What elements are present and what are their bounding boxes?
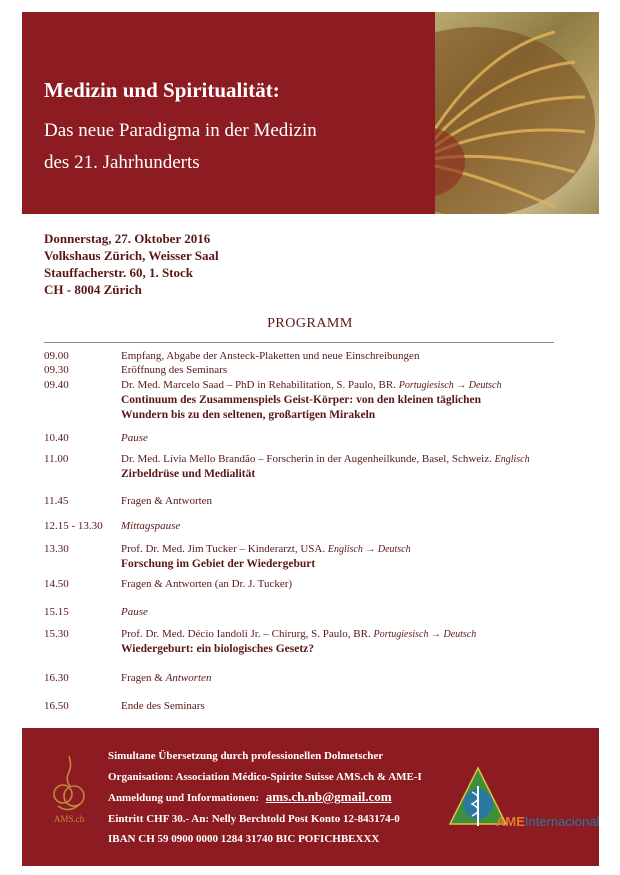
program-time: 12.15 - 13.30: [44, 520, 103, 532]
program-time: 14.50: [44, 578, 69, 590]
footer-banner: [22, 728, 599, 866]
footer-registration: [108, 787, 422, 809]
talk-topic: Zirbeldrüse und Medialität: [121, 468, 256, 480]
ame-logo-text-b: Internacional: [524, 814, 600, 829]
header-text: [44, 78, 317, 179]
program-time: 15.15: [44, 606, 69, 618]
footer-fee: Eintritt CHF 30.- An: Nelly Berchtold Post Konto 12-843174-0: [108, 812, 400, 825]
speaker-language: Portugiesisch → Deutsch: [373, 629, 477, 640]
event-street: Stauffacherstr. 60, 1. Stock: [44, 265, 194, 280]
footer-registration-label: Anmeldung und Informationen:: [108, 792, 259, 804]
program-text: Fragen & Antworten (an Dr. J. Tucker): [121, 578, 293, 590]
program-text: Eröffnung des Seminars: [121, 364, 228, 376]
program-text: Empfang, Abgabe der Ansteck-Plaketten und neue Einschreibungen: [121, 350, 420, 362]
program-time: 10.40: [44, 432, 69, 444]
talk-topic: Wiedergeburt: ein biologisches Gesetz?: [121, 643, 315, 655]
speaker-language: Englisch → Deutsch: [327, 544, 411, 555]
program-speaker: [121, 543, 411, 555]
program-time: 09.40: [44, 379, 69, 391]
header-banner: [22, 12, 599, 214]
program-time: 09.30: [44, 364, 69, 376]
program-speaker: [121, 628, 476, 640]
program-speaker: [121, 379, 502, 391]
footer-organisation: Organisation: Association Médico-Spirite Suisse AMS.ch & AME-I: [108, 770, 422, 783]
ams-logo-text: AMS.ch: [54, 814, 85, 824]
footer-translation: Simultane Übersetzung durch professionellen Dolmetscher: [108, 750, 384, 762]
program-heading: PROGRAMM: [267, 316, 353, 331]
program-speaker: [121, 453, 530, 465]
ame-logo-text-a: AME: [496, 814, 525, 829]
program-time: 15.30: [44, 628, 69, 640]
speaker-language: Englisch: [494, 454, 530, 465]
talk-topic: Forschung im Gebiet der Wiedergeburt: [121, 558, 316, 570]
speaker-name: Dr. Med. Lívia Mello Brandão – Forscherin in der Augenheilkunde, Basel, Schweiz.: [121, 453, 492, 465]
program-text: Fragen & Antworten: [121, 495, 213, 507]
page-subtitle-line-2: des 21. Jahrhunderts: [44, 152, 200, 173]
program-text: Pause: [121, 432, 148, 444]
program-time: 09.00: [44, 350, 69, 362]
event-date: Donnerstag, 27. Oktober 2016: [44, 231, 211, 246]
program-text-main: Fragen &: [121, 672, 163, 684]
ame-internacional-logo: [448, 766, 598, 836]
footer-info: [108, 746, 422, 850]
program-time: 11.45: [44, 495, 69, 507]
event-place: Volkshaus Zürich, Weisser Saal: [44, 248, 219, 263]
page-title: Medizin und Spiritualität:: [44, 78, 280, 102]
contact-email-link[interactable]: ams.ch.nb@gmail.com: [265, 789, 392, 804]
program-text: Mittagspause: [121, 520, 181, 532]
program-text: Ende des Seminars: [121, 700, 205, 712]
ams-logo: [36, 752, 102, 842]
ams-logo-icon: [36, 752, 102, 822]
event-city: CH - 8004 Zürich: [44, 282, 142, 297]
program-time: 13.30: [44, 543, 69, 555]
program-time: 16.50: [44, 700, 69, 712]
talk-topic: Continuum des Zusammenspiels Geist-Körper: von den kleinen täglichen: [121, 394, 482, 406]
footer-iban: IBAN CH 59 0900 0000 1284 31740 BIC POFICHBEXXX: [108, 833, 380, 845]
speaker-name: Dr. Med. Marcelo Saad – PhD in Rehabilitation, S. Paulo, BR.: [121, 379, 396, 391]
program-text: [121, 672, 211, 684]
program-time: 16.30: [44, 672, 69, 684]
program-text-italic: Antworten: [165, 672, 212, 684]
talk-topic: Wundern bis zu den seltenen, großartigen Mirakeln: [121, 409, 376, 421]
speaker-name: Prof. Dr. Med. Jim Tucker – Kinderarzt, USA.: [121, 543, 326, 555]
header-fossil-image: [435, 12, 599, 214]
event-venue: [44, 230, 219, 298]
speaker-name: Prof. Dr. Med. Décio Iandoli Jr. – Chirurg, S. Paulo, BR.: [121, 628, 371, 640]
program-divider: [44, 342, 554, 343]
ame-logo-text: [496, 814, 599, 829]
speaker-language: Portugiesisch → Deutsch: [398, 380, 502, 391]
page-subtitle-line-1: Das neue Paradigma in der Medizin: [44, 120, 317, 141]
program-time: 11.00: [44, 453, 69, 465]
program-text: Pause: [121, 606, 148, 618]
